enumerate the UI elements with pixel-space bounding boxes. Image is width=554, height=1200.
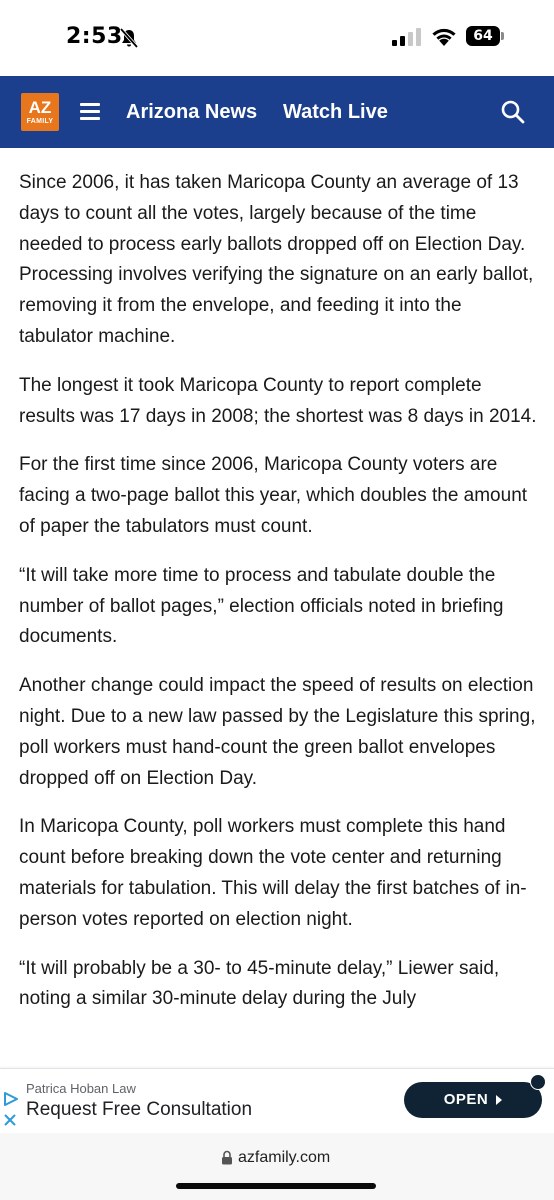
url-text[interactable]: azfamily.com xyxy=(238,1149,331,1166)
ad-info-icon[interactable] xyxy=(530,1074,546,1090)
article-body xyxy=(19,168,539,1033)
article-paragraph: The longest it took Maricopa County to report complete results was 17 days in 2008; the shortest was 8 days in 2014. xyxy=(19,374,537,427)
home-indicator[interactable] xyxy=(176,1183,376,1189)
az-family-logo[interactable] xyxy=(21,93,59,131)
adchoices-icon[interactable] xyxy=(2,1091,20,1107)
wifi-icon xyxy=(430,26,458,46)
battery-cap xyxy=(501,32,504,40)
ad-sponsor: Patrica Hoban Law xyxy=(26,1081,136,1096)
article-paragraph: For the first time since 2006, Maricopa County voters are facing a two-page ballot this year, which doubles the amount of paper the tabulators must count. xyxy=(19,454,528,537)
close-icon[interactable] xyxy=(3,1113,17,1127)
play-arrow-icon xyxy=(496,1095,502,1105)
status-bar xyxy=(0,0,554,76)
ad-banner[interactable] xyxy=(0,1068,554,1133)
lock-icon xyxy=(221,1150,233,1165)
article-paragraph: “It will take more time to process and tabulate double the number of ballot pages,” election officials noted in briefing documents. xyxy=(19,564,504,648)
browser-url-bar[interactable] xyxy=(0,1133,554,1200)
logo-main-text: AZ xyxy=(28,98,52,117)
ad-open-button[interactable] xyxy=(404,1082,542,1118)
logo-sub-text: FAMILY xyxy=(26,118,54,125)
article-paragraph: Since 2006, it has taken Maricopa County an average of 13 days to count all the votes, largely because of the time needed to process early ballots dropped off on Election Day. Processing involves verifying the signature on an early ballot, removing it from the envelope, and feeding it into the tabulator machine. xyxy=(19,172,534,347)
article-paragraph: “It will probably be a 30- to 45-minute delay,” Liewer said, noting a similar 30-minute delay during the July xyxy=(19,957,500,1010)
bell-slash-icon xyxy=(118,27,140,49)
cellular-signal-icon xyxy=(392,28,422,46)
battery-indicator: 64 xyxy=(466,26,500,46)
nav-link-watch-live[interactable]: Watch Live xyxy=(283,101,388,123)
nav-link-arizona-news[interactable]: Arizona News xyxy=(126,101,258,123)
article-paragraph: In Maricopa County, poll workers must complete this hand count before breaking down the vote center and returning materials for tabulation. This will delay the first batches of in-person votes reported on election night. xyxy=(19,816,527,930)
ad-headline[interactable]: Request Free Consultation xyxy=(26,1099,253,1120)
search-icon[interactable] xyxy=(499,98,527,126)
site-header xyxy=(0,76,554,148)
ad-open-label: OPEN xyxy=(443,1091,489,1108)
status-time: 2:53 xyxy=(66,24,123,49)
article-paragraph: Another change could impact the speed of results on election night. Due to a new law passed by the Legislature this spring, poll workers must hand-count the green ballot envelopes dropped off on Election Day. xyxy=(19,675,536,789)
hamburger-menu-icon[interactable] xyxy=(80,102,100,120)
